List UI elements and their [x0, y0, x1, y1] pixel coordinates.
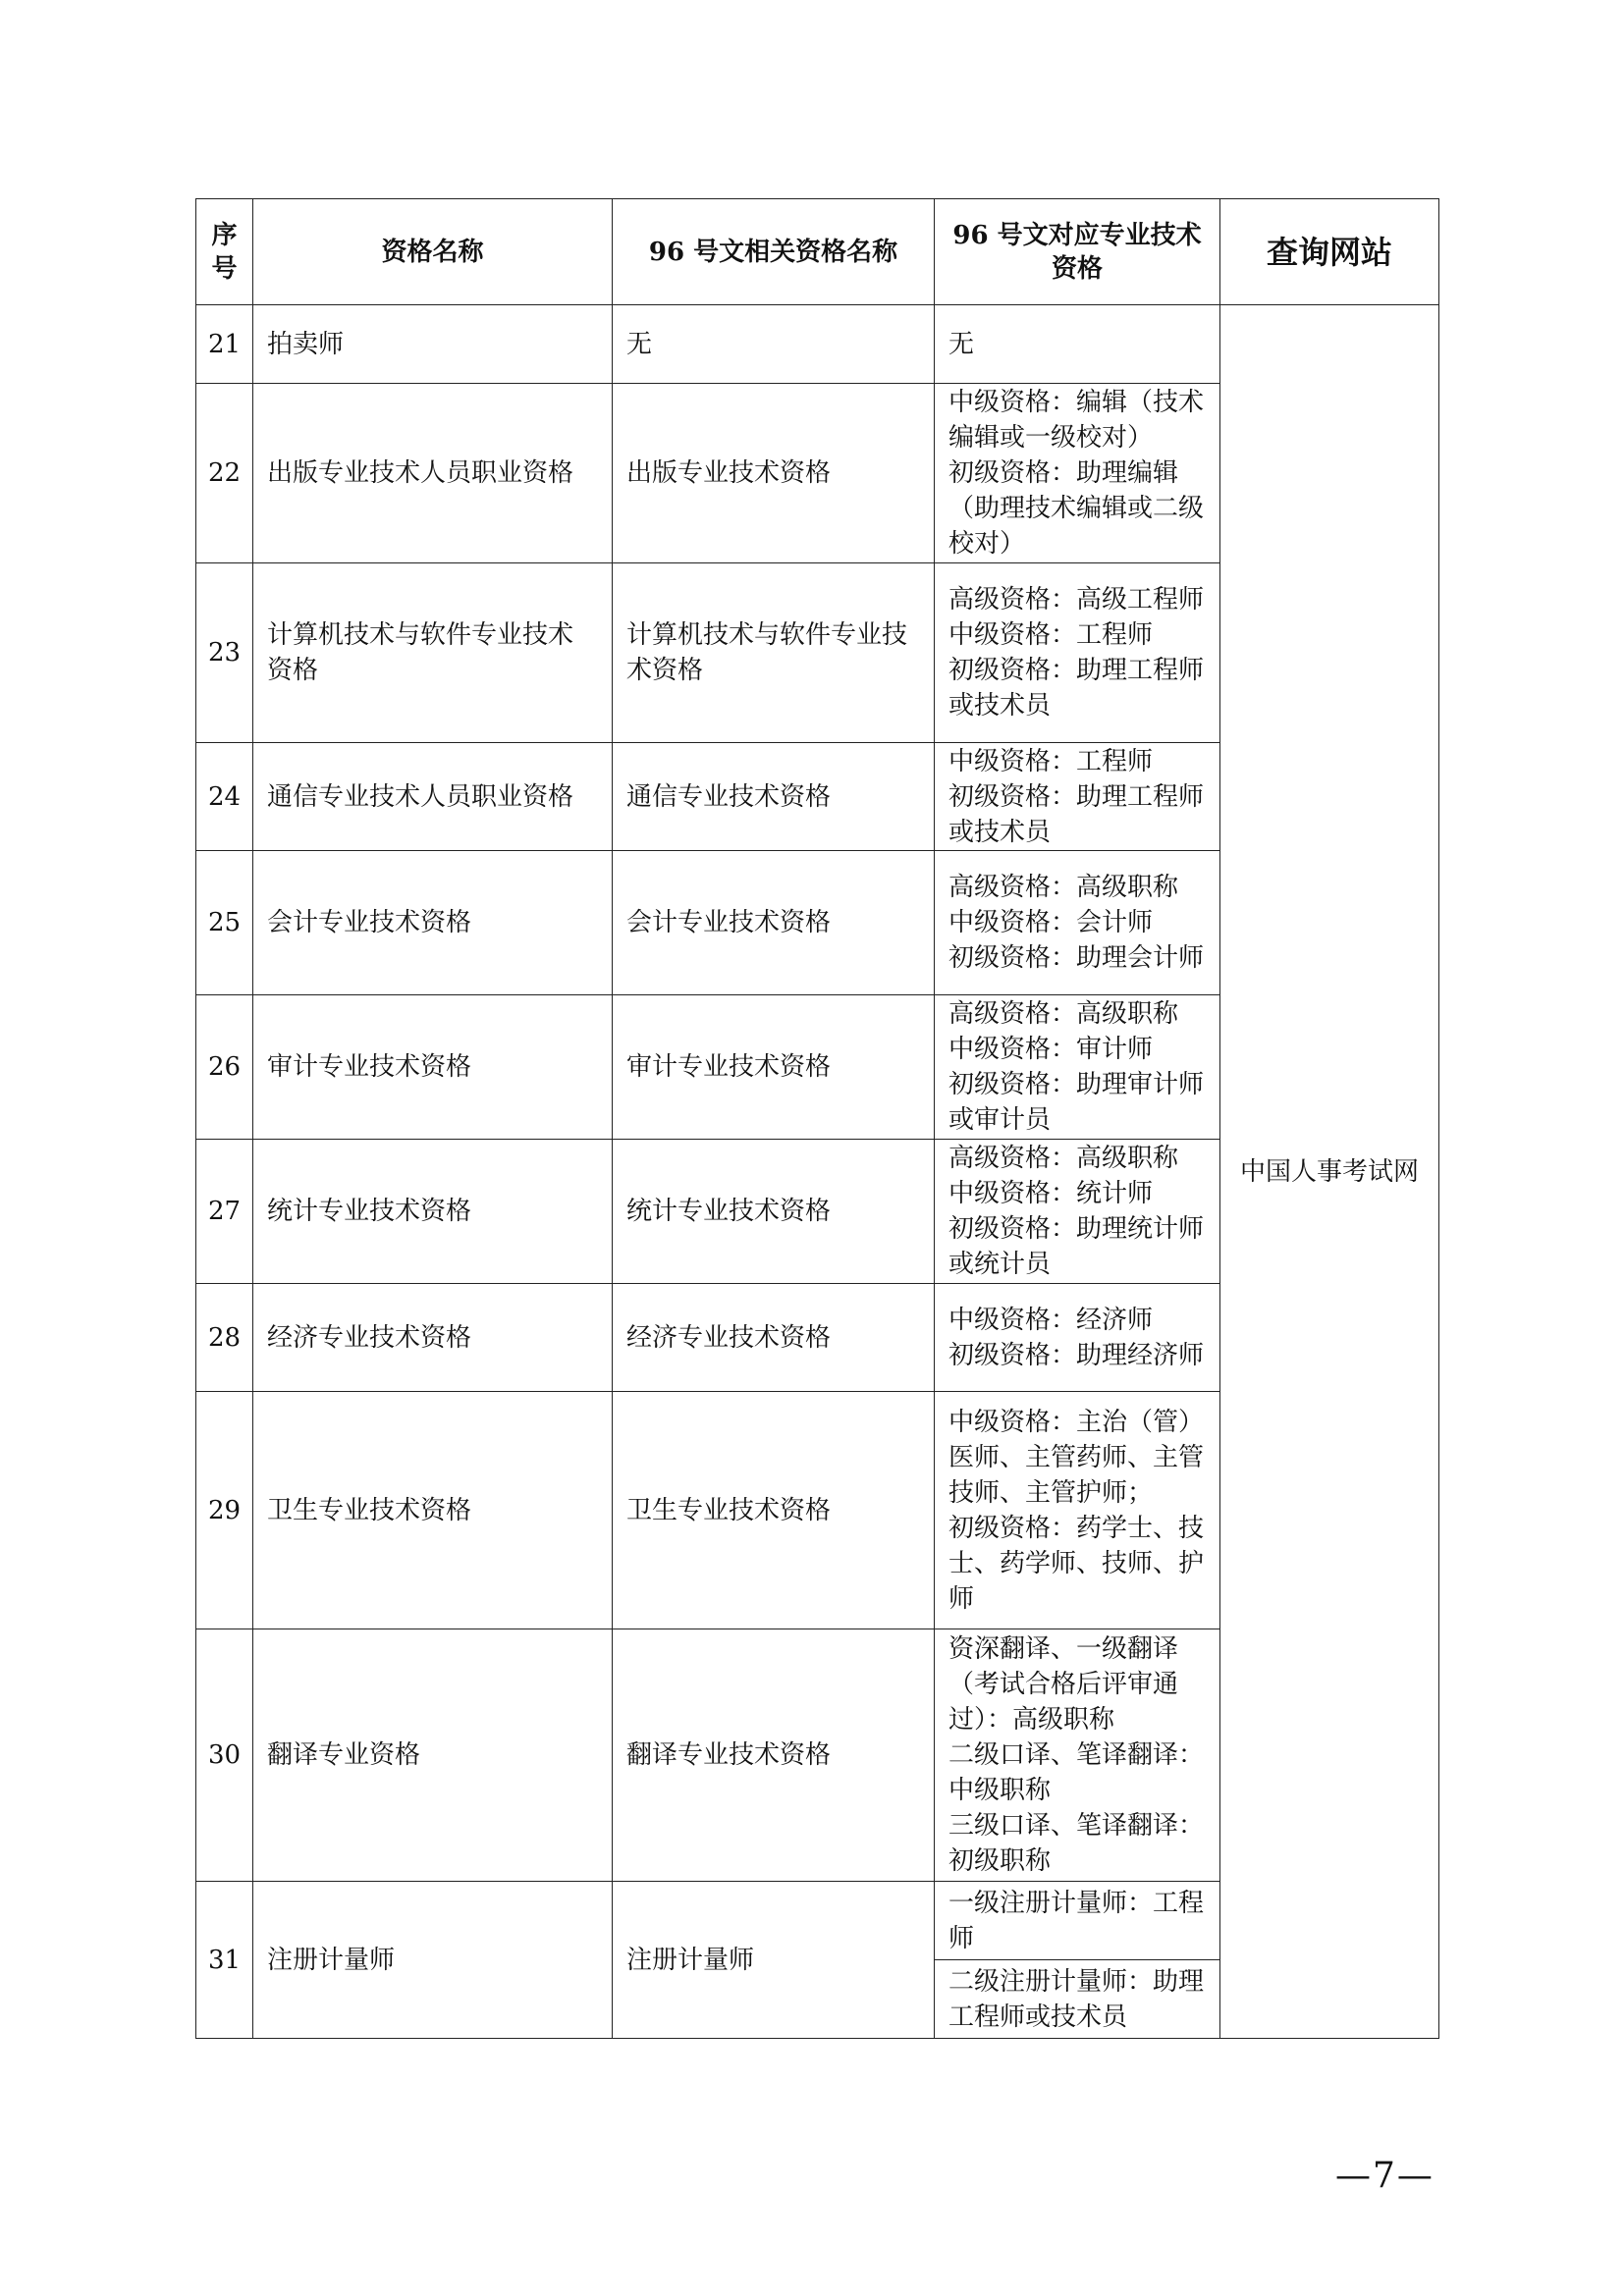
qualification-name: 出版专业技术人员职业资格: [253, 384, 613, 563]
table-row: [196, 305, 1439, 384]
doc96-technical-qualification: [935, 384, 1220, 563]
qualification-name: 通信专业技术人员职业资格: [253, 743, 613, 851]
header-seq-text: 序号: [211, 220, 238, 284]
doc96-technical-qualification: [935, 1392, 1220, 1629]
doc96-technical-qualification: [935, 1284, 1220, 1392]
qualification-line: 高级资格：高级工程师: [948, 585, 1205, 614]
row-number: 28: [196, 1284, 253, 1392]
qualification-line: 资深翻译、一级翻译（考试合格后评审通过）：高级职称: [948, 1634, 1179, 1735]
doc96-technical-qualification: 二级注册计量师：助理工程师或技术员: [935, 1960, 1220, 2039]
doc96-technical-qualification: [935, 1882, 1220, 1960]
qualification-line: 初级资格：助理经济师: [948, 1340, 1205, 1370]
qualification-line: 初级资格：助理会计师: [948, 943, 1205, 973]
doc96-qualification-name: 无: [613, 305, 935, 384]
doc96-technical-qualification: [935, 743, 1220, 851]
doc96-technical-qualification: [935, 563, 1220, 743]
qualification-line: 中级资格：工程师: [948, 620, 1154, 650]
qualification-line: 初级资格：助理审计师或审计员: [948, 1070, 1205, 1135]
row-number: 24: [196, 743, 253, 851]
doc96-qualification-name: 经济专业技术资格: [613, 1284, 935, 1392]
header-doc96-name: 96 号文相关资格名称: [613, 199, 935, 305]
qualification-name: 翻译专业资格: [253, 1629, 613, 1882]
qualification-name: 统计专业技术资格: [253, 1140, 613, 1284]
row-number: 22: [196, 384, 253, 563]
qualification-line: 中级资格：主治（管）医师、主管药师、主管技师、主管护师；: [948, 1407, 1205, 1508]
page-number: —7—: [1335, 2156, 1435, 2196]
row-number: 29: [196, 1392, 253, 1629]
doc96-qualification-name: 通信专业技术资格: [613, 743, 935, 851]
qualification-line: 中级资格：编辑（技术编辑或一级校对）: [948, 388, 1205, 453]
row-number: 30: [196, 1629, 253, 1882]
row-number: 26: [196, 995, 253, 1140]
qualification-table: [195, 198, 1439, 2039]
qualification-name: 卫生专业技术资格: [253, 1392, 613, 1629]
doc96-technical-qualification: [935, 1629, 1220, 1882]
qualification-name: 拍卖师: [253, 305, 613, 384]
qualification-line: 二级口译、笔译翻译：中级职称: [948, 1740, 1205, 1805]
qualification-line: 初级资格：助理编辑（助理技术编辑或二级校对）: [948, 458, 1205, 559]
qualification-line: 初级资格：助理统计师或统计员: [948, 1214, 1205, 1279]
doc96-qualification-name: 翻译专业技术资格: [613, 1629, 935, 1882]
qualification-line: 中级资格：会计师: [948, 908, 1154, 937]
qualification-line: 高级资格：高级职称: [948, 1144, 1179, 1173]
qualification-name: 计算机技术与软件专业技术资格: [253, 563, 613, 743]
header-name: 资格名称: [253, 199, 613, 305]
qualification-line: 高级资格：高级职称: [948, 999, 1179, 1029]
doc96-technical-qualification: [935, 1140, 1220, 1284]
qualification-line: 初级资格：助理工程师或技术员: [948, 781, 1205, 847]
qualification-line: 中级资格：工程师: [948, 746, 1154, 776]
qualification-line: 中级资格：经济师: [948, 1305, 1154, 1335]
doc96-qualification-name: 审计专业技术资格: [613, 995, 935, 1140]
qualification-name: 注册计量师: [253, 1882, 613, 2039]
qualification-line: 中级资格：统计师: [948, 1179, 1154, 1208]
doc96-technical-qualification: [935, 851, 1220, 995]
qualification-line: 中级资格：审计师: [948, 1035, 1154, 1064]
qualification-line: 高级资格：高级职称: [948, 873, 1179, 902]
row-number: 27: [196, 1140, 253, 1284]
qualification-line: 一级注册计量师：工程师: [948, 1888, 1205, 1953]
qualification-line: 初级资格：助理工程师或技术员: [948, 656, 1205, 721]
doc96-qualification-name: 注册计量师: [613, 1882, 935, 2039]
doc96-technical-qualification: [935, 305, 1220, 384]
row-number: 25: [196, 851, 253, 995]
doc96-qualification-name: 统计专业技术资格: [613, 1140, 935, 1284]
qualification-line: 无: [948, 329, 975, 359]
doc96-qualification-name: 出版专业技术资格: [613, 384, 935, 563]
query-website: 中国人事考试网: [1220, 305, 1439, 2039]
header-seq: [196, 199, 253, 305]
row-number: 23: [196, 563, 253, 743]
row-number: 21: [196, 305, 253, 384]
qualification-line: 三级口译、笔译翻译：初级职称: [948, 1811, 1205, 1876]
table-header-row: [196, 199, 1439, 305]
doc96-qualification-name: 会计专业技术资格: [613, 851, 935, 995]
doc96-qualification-name: 计算机技术与软件专业技术资格: [613, 563, 935, 743]
qualification-line: 初级资格：药学士、技士、药学师、技师、护师: [948, 1513, 1205, 1614]
qualification-name: 经济专业技术资格: [253, 1284, 613, 1392]
doc96-qualification-name: 卫生专业技术资格: [613, 1392, 935, 1629]
doc96-technical-qualification: [935, 995, 1220, 1140]
qualification-name: 审计专业技术资格: [253, 995, 613, 1140]
header-doc96-tech: 96 号文对应专业技术资格: [935, 199, 1220, 305]
row-number: 31: [196, 1882, 253, 2039]
qualification-name: 会计专业技术资格: [253, 851, 613, 995]
table-body: [196, 305, 1439, 2039]
header-site: 查询网站: [1220, 199, 1439, 305]
